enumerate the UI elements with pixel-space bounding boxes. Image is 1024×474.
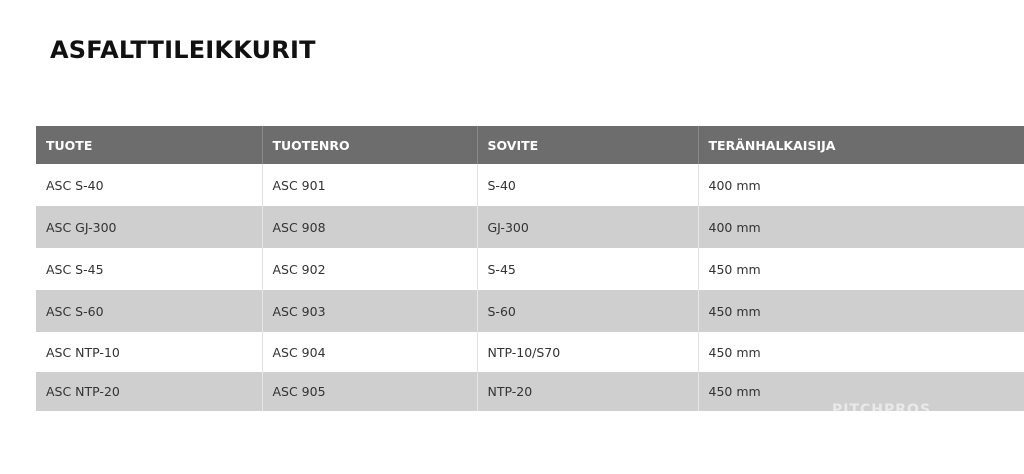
table-row xyxy=(36,290,1024,332)
cell-product-number: ASC 905 xyxy=(262,372,477,411)
cell-blade-diameter: 450 mm xyxy=(698,248,1024,290)
table-row xyxy=(36,248,1024,290)
cell-product-number: ASC 902 xyxy=(262,248,477,290)
cell-fitting: S-45 xyxy=(477,248,698,290)
column-header-product: TUOTE xyxy=(36,126,262,164)
column-header-product-number: TUOTENRO xyxy=(262,126,477,164)
table-body xyxy=(36,164,1024,411)
cell-fitting: GJ-300 xyxy=(477,206,698,248)
watermark: PITCHPROS xyxy=(832,402,932,418)
cell-blade-diameter: 400 mm xyxy=(698,164,1024,206)
cell-product: ASC NTP-10 xyxy=(36,332,262,372)
table-row xyxy=(36,164,1024,206)
cell-blade-diameter: 450 mm xyxy=(698,332,1024,372)
cell-product-number: ASC 908 xyxy=(262,206,477,248)
cell-product-number: ASC 901 xyxy=(262,164,477,206)
cell-product: ASC NTP-20 xyxy=(36,372,262,411)
cell-fitting: NTP-10/S70 xyxy=(477,332,698,372)
cell-product-number: ASC 903 xyxy=(262,290,477,332)
column-header-fitting: SOVITE xyxy=(477,126,698,164)
page-title: ASFALTTILEIKKURIT xyxy=(50,36,316,64)
cell-blade-diameter: 400 mm xyxy=(698,206,1024,248)
cell-product-number: ASC 904 xyxy=(262,332,477,372)
table-header-row xyxy=(36,126,1024,164)
cell-blade-diameter: 450 mm xyxy=(698,290,1024,332)
cell-product: ASC S-40 xyxy=(36,164,262,206)
product-table xyxy=(36,126,1024,411)
cell-product: ASC S-60 xyxy=(36,290,262,332)
cell-product: ASC S-45 xyxy=(36,248,262,290)
table-row xyxy=(36,372,1024,411)
table-header xyxy=(36,126,1024,164)
cell-fitting: S-60 xyxy=(477,290,698,332)
cell-fitting: NTP-20 xyxy=(477,372,698,411)
table-row xyxy=(36,332,1024,372)
column-header-blade-diameter: TERÄNHALKAISIJA xyxy=(698,126,1024,164)
table-row xyxy=(36,206,1024,248)
cell-product: ASC GJ-300 xyxy=(36,206,262,248)
cell-blade-diameter: 450 mm xyxy=(698,372,1024,411)
cell-fitting: S-40 xyxy=(477,164,698,206)
